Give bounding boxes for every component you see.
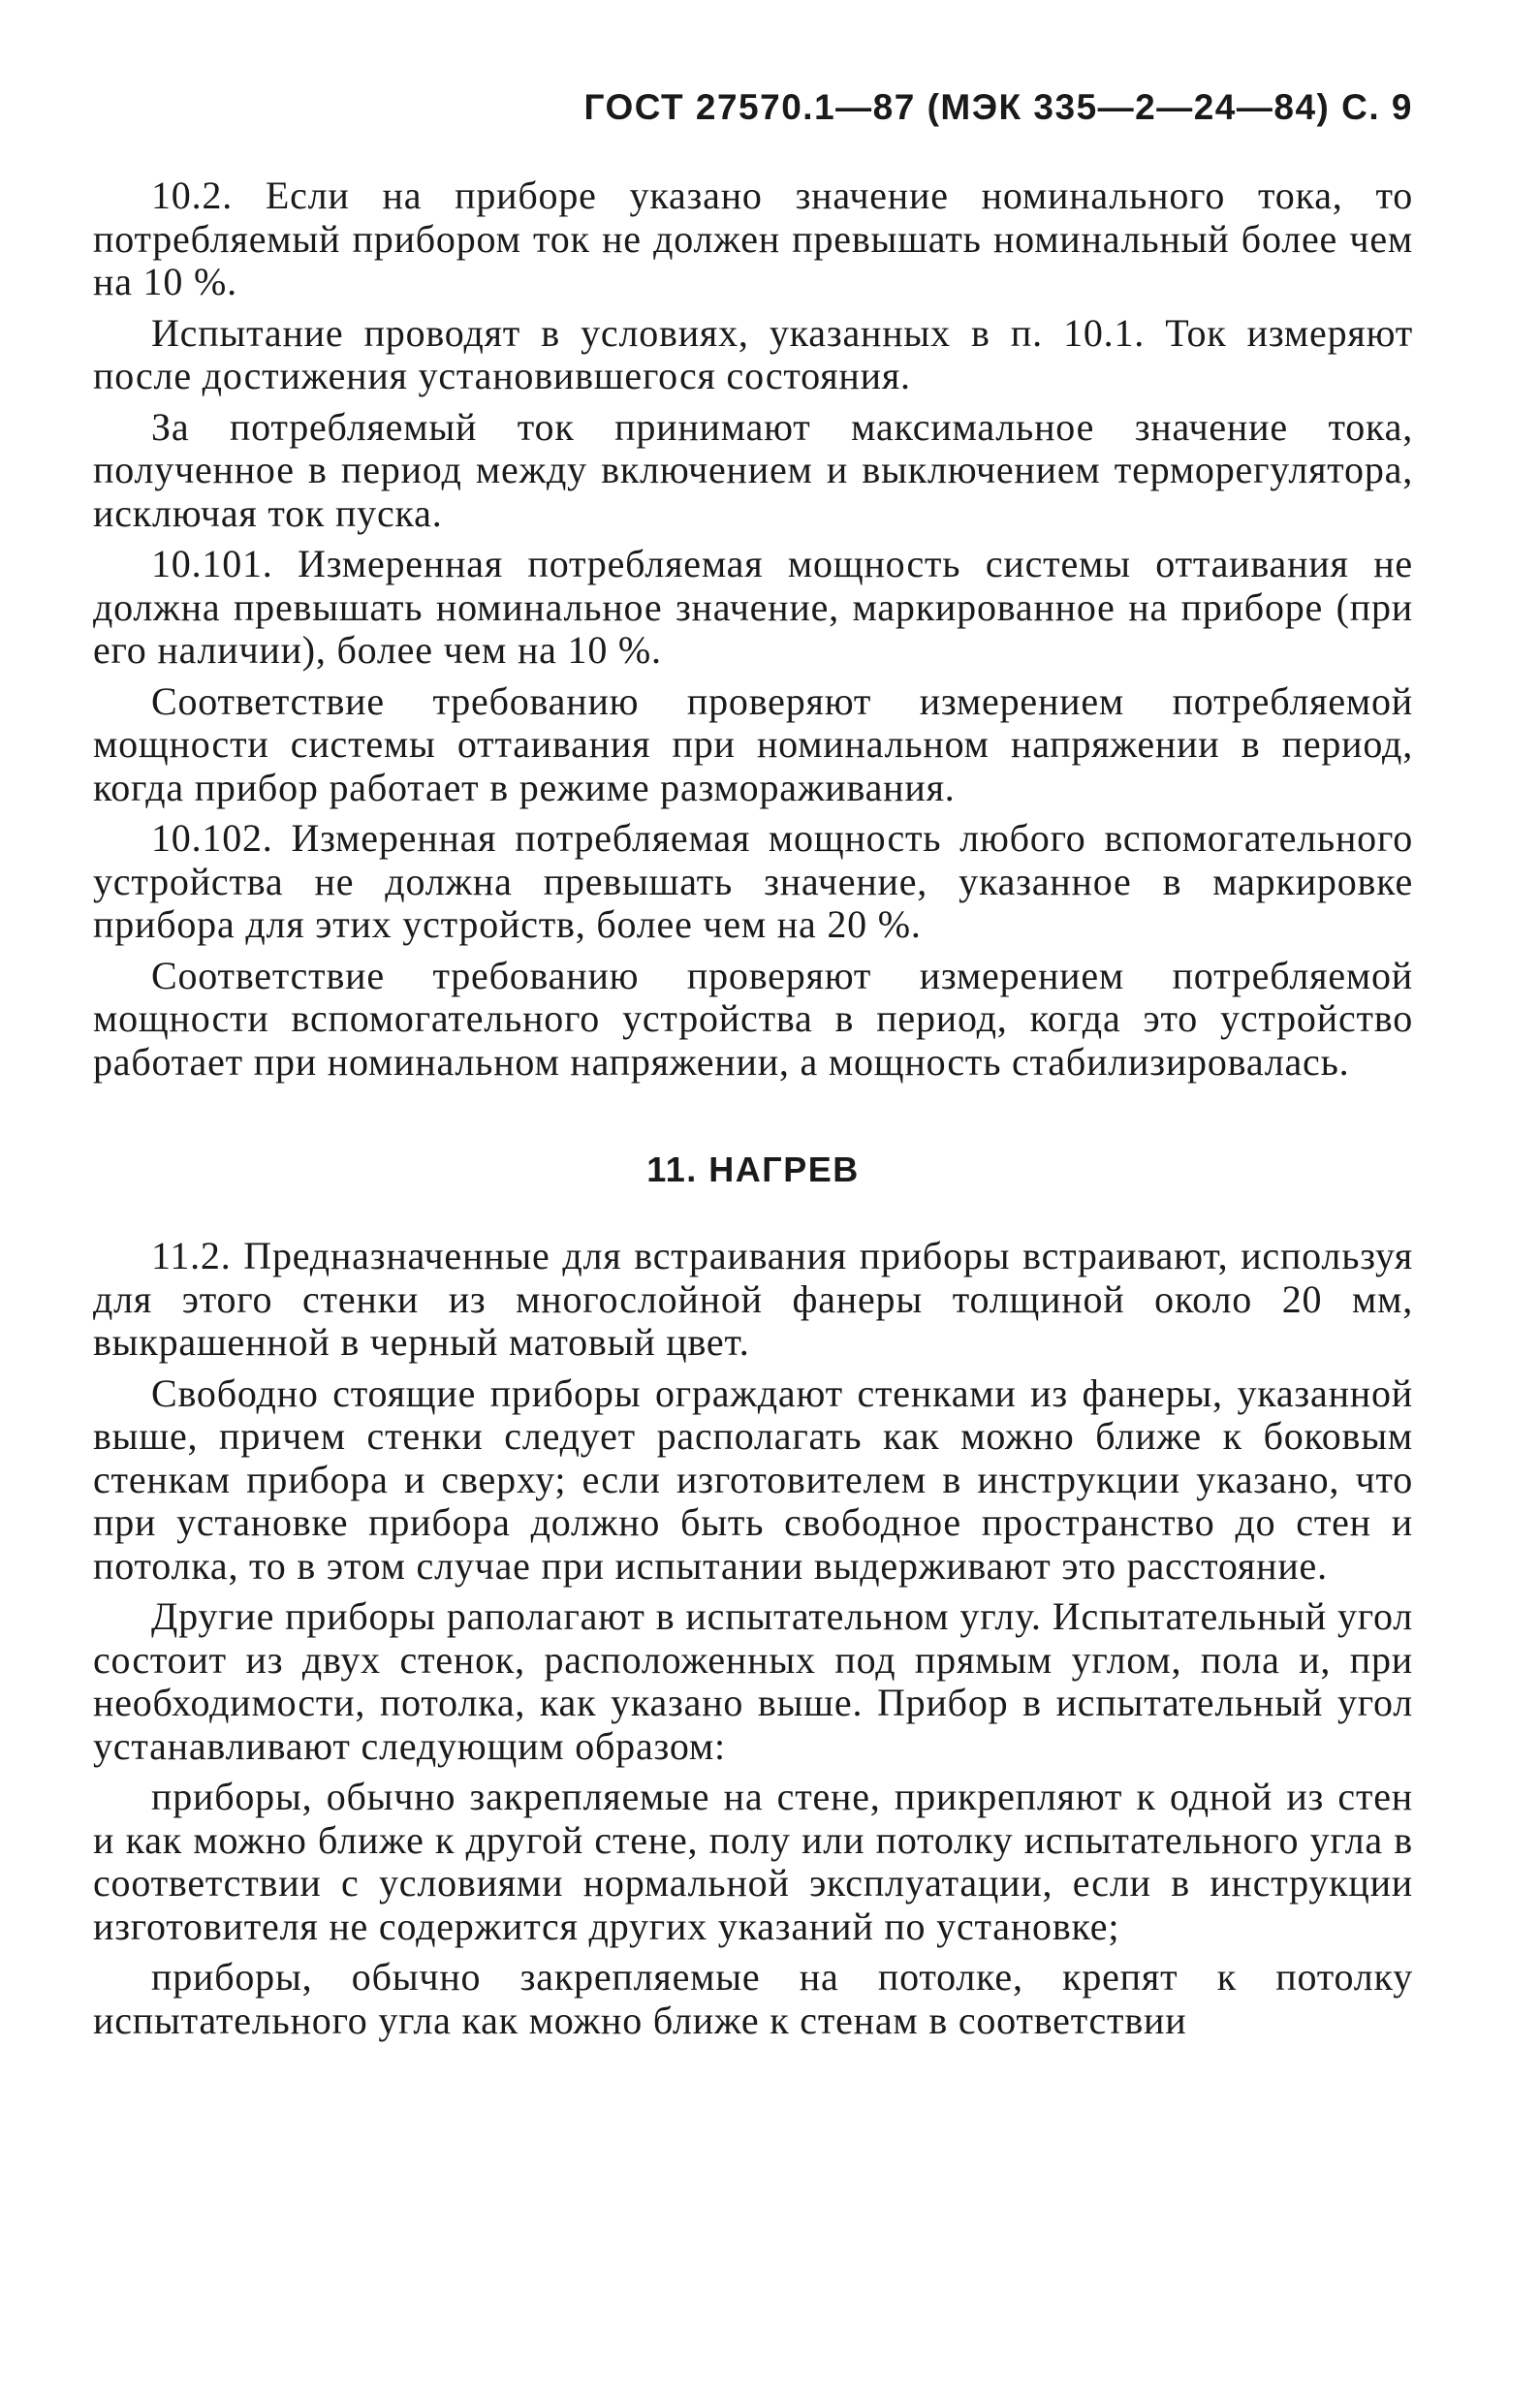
paragraph-ceiling-mounted: приборы, обычно закрепляемые на потолке, крепят к потолку испытательного угла как можно ближе к стенам в соответствии xyxy=(93,1955,1413,2042)
paragraph-test-conditions: Испытание проводят в условиях, указанных в п. 10.1. Ток измеряют после достижения установившегося состояния. xyxy=(93,310,1413,397)
paragraph-current-definition: За потребляемый ток принимают максимальное значение тока, полученное в период между включением и выключением терморегулятора, исключая ток пуска. xyxy=(93,404,1413,535)
paragraph-test-corner: Другие приборы раполагают в испытательном углу. Испытательный угол состоит из двух стенок, расположенных под прямым углом, пола и, при необходимости, потолка, как указано выше. Прибор в испытательный угол устанавливают следующим образом: xyxy=(93,1594,1413,1768)
section-heading-heating: 11. НАГРЕВ xyxy=(646,1150,860,1189)
paragraph-10-101: 10.101. Измеренная потребляемая мощность системы оттаивания не должна превышать номинальное значение, маркированное на приборе (при его наличии), более чем на 10 %. xyxy=(93,542,1413,672)
paragraph-11-2: 11.2. Предназначенные для встраивания приборы встраивают, используя для этого стенки из многослойной фанеры толщиной около 20 мм, выкрашенной в черный матовый цвет. xyxy=(93,1234,1413,1364)
paragraph-wall-mounted: приборы, обычно закрепляемые на стене, прикрепляют к одной из стен и как можно ближе к другой стене, полу или потолку испытательного угла в соответствии с условиями нормальной эксплуатации, если в инструкции изготовителя не содержится других указаний по установке; xyxy=(93,1775,1413,1948)
paragraph-freestanding: Свободно стоящие приборы ограждают стенками из фанеры, указанной выше, причем стенки следует располагать как можно ближе к боковым стенкам прибора и сверху; если изготовителем в инструкции указано, что при установке прибора должно быть свободное пространство до стен и потолка, то в этом случае при испытании выдерживают это расстояние. xyxy=(93,1370,1413,1588)
paragraph-10-2: 10.2. Если на приборе указано значение номинального тока, то потребляемый прибором ток не должен превышать номинальный более чем на 10 %. xyxy=(93,173,1413,303)
section-11-body xyxy=(93,1235,1413,2042)
document-page xyxy=(93,87,1413,2050)
paragraph-aux-check: Соответствие требованию проверяют измерением потребляемой мощности вспомогательного устройства в период, когда это устройство работает при номинальном напряжении, а мощность стабилизировалась. xyxy=(93,953,1413,1084)
paragraph-10-102: 10.102. Измеренная потребляемая мощность любого вспомогательного устройства не должна превышать значение, указанное в маркировке прибора для этих устройств, более чем на 20 %. xyxy=(93,816,1413,946)
paragraph-defrost-check: Соответствие требованию проверяют измерением потребляемой мощности системы оттаивания при номинальном напряжении в период, когда прибор работает в режиме размораживания. xyxy=(93,678,1413,809)
running-header: ГОСТ 27570.1—87 (МЭК 335—2—24—84) С. 9 xyxy=(583,87,1413,127)
section-10-body xyxy=(93,174,1413,1084)
